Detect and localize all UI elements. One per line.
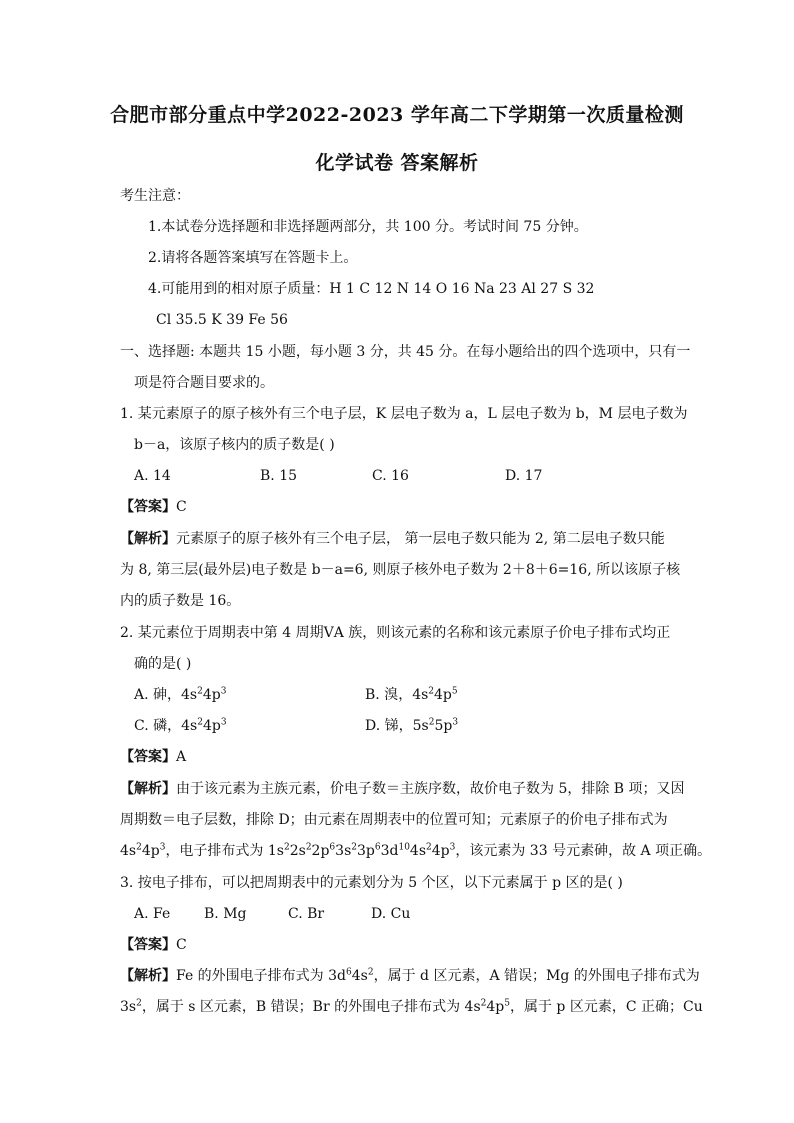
page-subtitle: 化学试卷 答案解析 xyxy=(315,152,479,174)
question-2-analysis-cont: 周期数＝电子层数，排除 D；由元素在周期表中的位置可知；元素原子的价电子排布式为 xyxy=(120,812,668,828)
notice-heading: 考生注意： xyxy=(120,188,190,204)
analysis-tag: 【解析】 xyxy=(120,968,176,984)
question-3-option-d: D. Cu xyxy=(371,906,411,922)
question-3-option-a: A. Fe xyxy=(134,906,171,922)
analysis-tag: 【解析】 xyxy=(120,781,176,797)
question-1-option-a: A. 14 xyxy=(134,468,171,484)
question-2-analysis xyxy=(120,779,685,799)
answer-tag: 【答案】 xyxy=(120,937,176,953)
analysis-tag: 【解析】 xyxy=(120,531,176,547)
analysis-text: 由于该元素为主族元素，价电子数＝主族序数，故价电子数为 5，排除 B 项；又因 xyxy=(176,781,685,797)
section-heading: 一、选择题: 本题共 15 小题，每小题 3 分，共 45 分。在每小题给出的四个选项中，只有一 xyxy=(120,344,691,360)
question-3-analysis-cont: $3s^2$，属于 s 区元素，B 错误；Br 的外围电子排布式为 $4s^24p^5$，属于 p 区元素，C 正确；Cu xyxy=(120,998,703,1015)
answer-value: C xyxy=(176,499,187,515)
question-1-analysis-cont: 为 8, 第三层(最外层)电子数是 b－a=6, 则原子核外电子数为 2＋8＋6=16, 所以该原子核 xyxy=(120,562,681,578)
question-2-option-b: B. 溴，$4s^24p^5$ xyxy=(365,686,458,703)
question-1-stem-cont: b－a，该原子核内的质子数是( ) xyxy=(134,437,335,453)
question-1-analysis-cont: 内的质子数是 16。 xyxy=(120,593,241,609)
section-heading-cont: 项是符合题目要求的。 xyxy=(134,375,274,391)
question-3-analysis: 【解析】Fe 的外围电子排布式为 $3d^64s^2$，属于 d 区元素，A 错误；Mg 的外围电子排布式为 xyxy=(120,967,700,984)
question-1-option-c: C. 16 xyxy=(372,468,409,484)
analysis-text: 元素原子的原子核外有三个电子层， 第一层电子数只能为 2, 第二层电子数只能 xyxy=(176,531,665,547)
answer-value: C xyxy=(176,937,187,953)
question-3-option-c: C. Br xyxy=(288,906,325,922)
question-2-stem: 2. 某元素位于周期表中第 4 周期ⅤA 族，则该元素的名称和该元素原子价电子排布式均正 xyxy=(120,625,671,641)
answer-tag: 【答案】 xyxy=(120,499,176,515)
question-2-option-d: D. 锑，$5s^25p^3$ xyxy=(365,717,459,734)
page-title: 合肥市部分重点中学2022-2023 学年高二下学期第一次质量检测 xyxy=(110,104,684,126)
question-2-stem-cont: 确的是( ) xyxy=(134,656,192,672)
question-1-answer xyxy=(120,497,187,517)
question-1-stem: 1. 某元素原子的原子核外有三个电子层，K 层电子数为 a，L 层电子数为 b，M 层电子数为 xyxy=(120,406,688,422)
question-2-answer xyxy=(120,747,186,767)
notice-item-2: 2.请将各题答案填写在答题卡上。 xyxy=(148,250,358,266)
notice-item-4-cont: Cl 35.5 K 39 Fe 56 xyxy=(156,312,288,328)
answer-value: A xyxy=(176,749,187,765)
question-1-option-d: D. 17 xyxy=(505,468,543,484)
question-2-option-c: C. 磷，$4s^24p^3$ xyxy=(134,717,227,734)
notice-item-4: 4.可能用到的相对原子质量：H 1 C 12 N 14 O 16 Na 23 Al 27 S 32 xyxy=(148,281,595,297)
question-3-stem: 3. 按电子排布，可以把周期表中的元素划分为 5 个区，以下元素属于 p 区的是( ) xyxy=(120,875,623,891)
question-2-analysis-cont: $4s^24p^3$，电子排布式为 $1s^22s^22p^63s^23p^63d^{10}4s^24p^3$，该元素为 33 号元素砷，故 A 项正确。 xyxy=(120,842,712,859)
answer-tag: 【答案】 xyxy=(120,749,176,765)
question-3-option-b: B. Mg xyxy=(204,906,247,922)
notice-item-1: 1.本试卷分选择题和非选择题两部分，共 100 分。考试时间 75 分钟。 xyxy=(148,219,588,235)
question-3-answer xyxy=(120,935,187,955)
question-1-analysis xyxy=(120,529,665,549)
question-2-option-a: A. 砷，$4s^24p^3$ xyxy=(134,686,227,703)
question-1-option-b: B. 15 xyxy=(260,468,298,484)
